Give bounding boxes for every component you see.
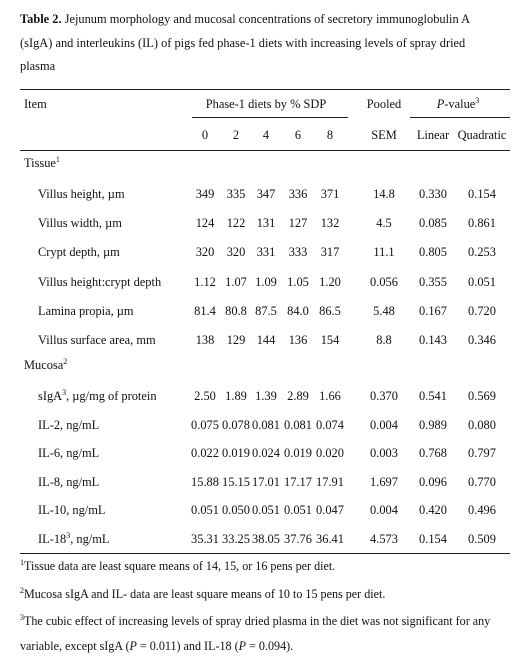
row-value-sdp-2: 335 bbox=[226, 187, 246, 201]
row-value-sdp-2: 15.15 bbox=[222, 475, 250, 489]
row-value-sdp-4: 1.09 bbox=[255, 275, 277, 289]
row-value-sdp-6: 136 bbox=[288, 333, 308, 347]
row-value-sdp-6: 1.05 bbox=[287, 275, 309, 289]
row-value-sdp-8: 36.41 bbox=[316, 532, 344, 546]
footnote-3-p2: P bbox=[238, 639, 247, 653]
section-title-tissue bbox=[24, 155, 60, 171]
row-value-sdp-0: 124 bbox=[195, 216, 215, 230]
row-p-linear: 0.989 bbox=[419, 418, 447, 432]
row-value-sdp-0: 320 bbox=[195, 245, 215, 259]
row-p-quadratic: 0.154 bbox=[468, 187, 496, 201]
row-label bbox=[38, 215, 122, 231]
row-value-sdp-8: 17.91 bbox=[316, 475, 344, 489]
section-title-sup: 2 bbox=[63, 356, 68, 366]
row-p-quadratic: 0.496 bbox=[468, 503, 496, 517]
row-value-sdp-2: 320 bbox=[226, 245, 246, 259]
row-value-sdp-6: 2.89 bbox=[287, 389, 309, 403]
header-level-2: 2 bbox=[232, 128, 240, 142]
row-sem: 0.056 bbox=[370, 275, 398, 289]
row-value-sdp-2: 0.078 bbox=[222, 418, 250, 432]
row-sem: 1.697 bbox=[370, 475, 398, 489]
row-sem: 0.004 bbox=[370, 503, 398, 517]
row-p-linear: 0.420 bbox=[419, 503, 447, 517]
row-value-sdp-0: 35.31 bbox=[191, 532, 219, 546]
row-value-sdp-6: 127 bbox=[288, 216, 308, 230]
row-value-sdp-6: 84.0 bbox=[287, 304, 309, 318]
row-value-sdp-4: 0.051 bbox=[252, 503, 280, 517]
header-level-4: 4 bbox=[262, 128, 270, 142]
row-p-quadratic: 0.569 bbox=[468, 389, 496, 403]
header-level-0: 0 bbox=[201, 128, 209, 142]
row-p-linear: 0.330 bbox=[419, 187, 447, 201]
row-label bbox=[38, 388, 157, 404]
row-label-text: Villus surface area, mm bbox=[38, 333, 156, 347]
header-pooled: Pooled bbox=[366, 97, 402, 111]
header-pvalue-p: P bbox=[436, 97, 445, 111]
header-linear: Linear bbox=[416, 128, 450, 142]
section-title-mucosa bbox=[24, 357, 67, 373]
row-value-sdp-0: 1.12 bbox=[194, 275, 216, 289]
row-value-sdp-8: 0.047 bbox=[316, 503, 344, 517]
header-item: Item bbox=[24, 97, 47, 111]
row-value-sdp-0: 81.4 bbox=[194, 304, 216, 318]
row-label-sup: 3 bbox=[62, 387, 67, 397]
row-p-linear: 0.805 bbox=[419, 245, 447, 259]
row-label-text: Crypt depth, µm bbox=[38, 245, 120, 259]
row-value-sdp-4: 347 bbox=[256, 187, 276, 201]
row-p-linear: 0.085 bbox=[419, 216, 447, 230]
row-p-linear: 0.154 bbox=[419, 532, 447, 546]
row-value-sdp-0: 0.022 bbox=[191, 446, 219, 460]
row-value-sdp-8: 0.020 bbox=[316, 446, 344, 460]
row-value-sdp-8: 132 bbox=[320, 216, 340, 230]
row-sem: 4.573 bbox=[370, 532, 398, 546]
header-pvalue-suffix: -value bbox=[444, 97, 476, 111]
row-value-sdp-4: 1.39 bbox=[255, 389, 277, 403]
footnote-3-line-2c: = 0.094). bbox=[246, 639, 294, 653]
footnote-3-line-2b: = 0.011) and IL-18 ( bbox=[136, 639, 239, 653]
header-quadratic: Quadratic bbox=[457, 128, 507, 142]
row-value-sdp-4: 131 bbox=[256, 216, 276, 230]
row-value-sdp-2: 1.07 bbox=[225, 275, 247, 289]
header-pvalue-sup: 3 bbox=[475, 95, 480, 105]
row-label-text: Villus height, µm bbox=[38, 187, 125, 201]
row-value-sdp-6: 0.051 bbox=[284, 503, 312, 517]
row-value-sdp-8: 371 bbox=[320, 187, 340, 201]
footnote-2 bbox=[20, 582, 512, 607]
footnote-3-line-2a: variable, except sIgA ( bbox=[20, 639, 130, 653]
row-label bbox=[38, 502, 105, 518]
table-caption bbox=[20, 8, 510, 79]
row-label-text: Villus height:crypt depth bbox=[38, 275, 162, 289]
header-level-8: 8 bbox=[326, 128, 334, 142]
row-label-text: sIgA bbox=[38, 389, 63, 403]
row-sem: 5.48 bbox=[373, 304, 395, 318]
row-sem: 11.1 bbox=[373, 245, 395, 259]
row-p-linear: 0.167 bbox=[419, 304, 447, 318]
caption-label: Table 2. bbox=[20, 12, 62, 26]
row-label-text: IL-18 bbox=[38, 532, 67, 546]
row-p-linear: 0.096 bbox=[419, 475, 447, 489]
row-value-sdp-6: 0.019 bbox=[284, 446, 312, 460]
row-label bbox=[38, 244, 120, 260]
footnote-3-mark: 3 bbox=[20, 612, 24, 622]
footnote-2-mark: 2 bbox=[20, 585, 24, 595]
row-value-sdp-4: 0.081 bbox=[252, 418, 280, 432]
row-sem: 8.8 bbox=[376, 333, 392, 347]
row-sem: 0.003 bbox=[370, 446, 398, 460]
row-label-tail: , ng/mL bbox=[70, 532, 110, 546]
row-p-quadratic: 0.720 bbox=[468, 304, 496, 318]
row-value-sdp-0: 2.50 bbox=[194, 389, 216, 403]
header-level-6: 6 bbox=[294, 128, 302, 142]
row-sem: 4.5 bbox=[376, 216, 392, 230]
row-value-sdp-0: 15.88 bbox=[191, 475, 219, 489]
row-value-sdp-6: 333 bbox=[288, 245, 308, 259]
row-value-sdp-8: 86.5 bbox=[319, 304, 341, 318]
row-label-text: IL-6, ng/mL bbox=[38, 446, 100, 460]
caption-line-1: Jejunum morphology and mucosal concentrations of secretory immunoglobulin A bbox=[64, 12, 471, 26]
row-value-sdp-6: 0.081 bbox=[284, 418, 312, 432]
section-title-text: Tissue bbox=[24, 156, 56, 170]
row-label bbox=[38, 332, 156, 348]
footnote-3-p1: P bbox=[129, 639, 137, 653]
row-value-sdp-2: 0.050 bbox=[222, 503, 250, 517]
row-value-sdp-4: 17.01 bbox=[252, 475, 280, 489]
row-value-sdp-8: 0.074 bbox=[316, 418, 344, 432]
row-value-sdp-8: 154 bbox=[320, 333, 340, 347]
row-value-sdp-4: 144 bbox=[256, 333, 276, 347]
row-value-sdp-2: 33.25 bbox=[222, 532, 250, 546]
row-label-text: IL-10, ng/mL bbox=[38, 503, 106, 517]
row-value-sdp-0: 349 bbox=[195, 187, 215, 201]
footnote-3 bbox=[20, 609, 512, 659]
phase-group-underline bbox=[192, 117, 348, 118]
row-p-quadratic: 0.509 bbox=[468, 532, 496, 546]
row-value-sdp-6: 17.17 bbox=[284, 475, 312, 489]
row-p-quadratic: 0.797 bbox=[468, 446, 496, 460]
row-value-sdp-6: 37.76 bbox=[284, 532, 312, 546]
row-label-text: Lamina propia, µm bbox=[38, 304, 134, 318]
row-value-sdp-8: 317 bbox=[320, 245, 340, 259]
row-p-linear: 0.355 bbox=[419, 275, 447, 289]
row-label-text: Villus width, µm bbox=[38, 216, 122, 230]
row-sem: 14.8 bbox=[373, 187, 395, 201]
row-value-sdp-6: 336 bbox=[288, 187, 308, 201]
row-value-sdp-2: 1.89 bbox=[225, 389, 247, 403]
row-p-quadratic: 0.051 bbox=[468, 275, 496, 289]
row-value-sdp-2: 0.019 bbox=[222, 446, 250, 460]
section-title-sup: 1 bbox=[55, 154, 60, 164]
row-p-quadratic: 0.080 bbox=[468, 418, 496, 432]
row-p-linear: 0.541 bbox=[419, 389, 447, 403]
row-label bbox=[38, 274, 161, 290]
row-label bbox=[38, 417, 99, 433]
row-label bbox=[38, 186, 125, 202]
section-title-text: Mucosa bbox=[24, 358, 64, 372]
row-value-sdp-0: 0.075 bbox=[191, 418, 219, 432]
pvalue-underline bbox=[410, 117, 510, 118]
row-label bbox=[38, 531, 109, 547]
row-p-linear: 0.768 bbox=[419, 446, 447, 460]
header-phase-group: Phase-1 diets by % SDP bbox=[205, 97, 327, 111]
row-label-tail: , µg/mg of protein bbox=[66, 389, 157, 403]
row-value-sdp-2: 80.8 bbox=[225, 304, 247, 318]
footnote-2-text: Mucosa sIgA and IL- data are least square means of 10 to 15 pens per diet. bbox=[24, 587, 386, 601]
row-p-quadratic: 0.253 bbox=[468, 245, 496, 259]
row-value-sdp-2: 122 bbox=[226, 216, 246, 230]
footnote-1 bbox=[20, 554, 512, 579]
row-label bbox=[38, 303, 134, 319]
row-p-linear: 0.143 bbox=[419, 333, 447, 347]
row-value-sdp-4: 0.024 bbox=[252, 446, 280, 460]
row-value-sdp-0: 138 bbox=[195, 333, 215, 347]
row-value-sdp-4: 87.5 bbox=[255, 304, 277, 318]
row-label bbox=[38, 474, 99, 490]
header-pvalue bbox=[437, 96, 480, 112]
row-sem: 0.004 bbox=[370, 418, 398, 432]
footnote-1-text: Tissue data are least square means of 14, 15, or 16 pens per diet. bbox=[24, 559, 336, 573]
row-p-quadratic: 0.861 bbox=[468, 216, 496, 230]
caption-line-2: (sIgA) and interleukins (IL) of pigs fed phase-1 diets with increasing levels of spray dried bbox=[20, 35, 466, 50]
row-value-sdp-0: 0.051 bbox=[191, 503, 219, 517]
row-label-text: IL-2, ng/mL bbox=[38, 418, 100, 432]
row-value-sdp-4: 331 bbox=[256, 245, 276, 259]
row-value-sdp-8: 1.20 bbox=[319, 275, 341, 289]
row-sem: 0.370 bbox=[370, 389, 398, 403]
row-value-sdp-4: 38.05 bbox=[252, 532, 280, 546]
row-label bbox=[38, 445, 99, 461]
row-label-text: IL-8, ng/mL bbox=[38, 475, 100, 489]
row-p-quadratic: 0.346 bbox=[468, 333, 496, 347]
header-rule bbox=[20, 150, 510, 151]
caption-line-3: plasma bbox=[20, 59, 56, 73]
footnote-3-line-1: The cubic effect of increasing levels of spray dried plasma in the diet was not significant for any bbox=[24, 614, 491, 628]
row-value-sdp-2: 129 bbox=[226, 333, 246, 347]
row-label-sup: 3 bbox=[66, 530, 71, 540]
top-rule bbox=[20, 89, 510, 90]
header-sem: SEM bbox=[371, 128, 397, 142]
row-p-quadratic: 0.770 bbox=[468, 475, 496, 489]
row-value-sdp-8: 1.66 bbox=[319, 389, 341, 403]
footnote-1-mark: 1 bbox=[20, 557, 24, 567]
